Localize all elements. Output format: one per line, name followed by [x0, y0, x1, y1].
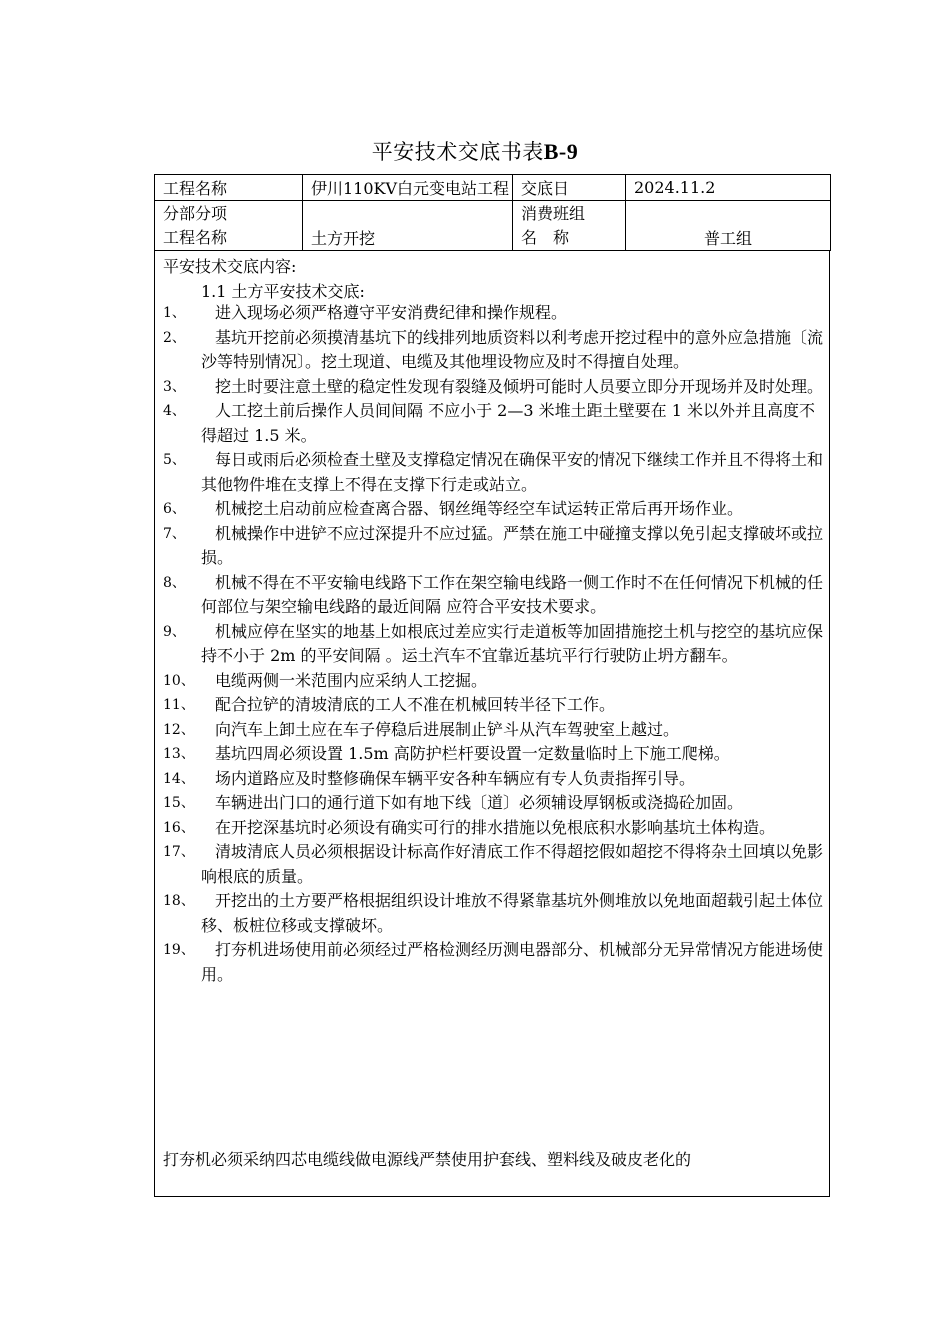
item-text: 人工挖土前后操作人员间间隔 不应小于 2—3 米堆土距土壁要在 1 米以外并且高度不得超过 1.5 米。	[201, 401, 815, 445]
item-list	[163, 301, 825, 987]
sub-project-label-line2: 工程名称	[163, 227, 228, 247]
item-text: 向汽车上卸土应在车子停稳后进展制止铲斗从汽车驾驶室上越过。	[215, 719, 680, 739]
team-label-line1: 消费班组	[521, 203, 586, 223]
item-text: 挖土时要注意土壁的稳定性发现有裂缝及倾坍可能时人员要立即分开现场并及时处理。	[215, 376, 824, 396]
list-item	[163, 791, 825, 816]
item-text: 在开挖深基坑时必须设有确实可行的排水措施以免根底积水影响基坑土体构造。	[215, 817, 776, 837]
item-number: 16、	[163, 819, 195, 836]
item-number: 7、	[163, 525, 186, 542]
list-item	[163, 840, 825, 889]
item-text: 进入现场必须严格遵守平安消费纪律和操作规程。	[215, 303, 568, 322]
item-number: 14、	[163, 770, 195, 787]
sub-project-label-line1: 分部分项	[163, 203, 228, 223]
date-value: 2024.11.2	[626, 175, 831, 201]
item-number: 10、	[163, 672, 195, 689]
header-table	[154, 174, 831, 251]
list-item	[163, 620, 825, 669]
list-item	[163, 497, 825, 522]
list-item	[163, 522, 825, 571]
item-text: 打夯机进场使用前必须经过严格检测经历测电器部分、机械部分无异常情况方能进场使用。	[201, 940, 824, 984]
team-label	[513, 201, 626, 251]
item-text: 配合拉铲的清坡清底的工人不准在机械回转半径下工作。	[215, 695, 616, 714]
trailing-text: 打夯机必须采纳四芯电缆线做电源线严禁使用护套线、塑料线及破皮老化的	[163, 1150, 692, 1169]
item-text: 基坑开挖前必须摸清基坑下的线排列地质资料以利考虑开挖过程中的意外应急措施〔流沙等特别情况〕。挖土现道、电缆及其他埋设物应及时不得擅自处理。	[201, 327, 824, 371]
item-number: 19、	[163, 942, 195, 958]
list-item	[163, 816, 825, 841]
item-number: 15、	[163, 795, 195, 811]
item-text: 机械操作中进铲不应过深提升不应过猛。严禁在施工中碰撞支撑以免引起支撑破坏或拉损。	[201, 523, 824, 567]
content-label: 平安技术交底内容:	[163, 257, 297, 276]
item-text: 机械不得在不平安输电线路下工作在架空输电线路一侧工作时不在任何情况下机械的任何部位与架空输电线路的最近间隔 应符合平安技术要求。	[201, 572, 824, 616]
item-number: 13、	[163, 746, 195, 762]
item-number: 12、	[163, 721, 195, 738]
content-box	[154, 250, 830, 1197]
date-label: 交底日	[513, 175, 626, 201]
list-item	[163, 718, 825, 743]
item-number: 11、	[163, 697, 195, 713]
sub-project-label	[155, 201, 303, 251]
list-item	[163, 889, 825, 938]
item-text: 清坡清底人员必须根据设计标高作好清底工作不得超挖假如超挖不得将杂土回填以免影响根底的质量。	[201, 842, 824, 886]
item-text: 车辆进出门口的通行道下如有地下线〔道〕必须辅设厚钢板或浇捣砼加固。	[215, 793, 744, 812]
content-subtitle: 1.1 土方平安技术交底:	[201, 282, 365, 301]
item-number: 1、	[163, 305, 186, 321]
project-name-value: 伊川110KV白元变电站工程	[303, 175, 513, 201]
item-text: 开挖出的土方要严格根据组织设计堆放不得紧靠基坑外侧堆放以免地面超载引起土体位移、板桩位移或支撑破坏。	[201, 891, 824, 935]
item-number: 3、	[163, 378, 186, 395]
form-code: B-9	[543, 139, 579, 164]
item-text: 每日或雨后必须检查土壁及支撑稳定情况在确保平安的情况下继续工作并且不得将土和其他物件堆在支撑上不得在支撑下行走或站立。	[201, 450, 824, 494]
list-item	[163, 301, 825, 326]
item-text: 基坑四周必须设置 1.5m 高防护栏杆要设置一定数量临时上下施工爬梯。	[215, 744, 730, 763]
item-text: 机械应停在坚实的地基上如根底过差应实行走道板等加固措施挖土机与挖空的基坑应保持不小于 2m 的平安间隔 。运土汽车不宜靠近基坑平行行驶防止坍方翻车。	[201, 621, 824, 665]
item-number: 9、	[163, 623, 186, 640]
sub-project-value: 土方开挖	[303, 201, 513, 251]
title-text: 平安技术交底书表	[371, 140, 544, 164]
list-item	[163, 375, 825, 400]
list-item	[163, 571, 825, 620]
list-item	[163, 326, 825, 375]
list-item	[163, 767, 825, 792]
list-item	[163, 693, 825, 718]
item-number: 4、	[163, 403, 186, 419]
item-text: 电缆两侧一米范围内应采纳人工挖掘。	[215, 670, 488, 690]
item-number: 8、	[163, 574, 186, 591]
list-item	[163, 938, 825, 987]
item-number: 2、	[163, 329, 186, 346]
item-text: 机械挖土启动前应检查离合器、钢丝绳等经空车试运转正常后再开场作业。	[215, 499, 744, 518]
team-label-line2: 名 称	[521, 227, 570, 247]
item-number: 18、	[163, 893, 195, 909]
list-item	[163, 742, 825, 767]
team-value: 普工组	[626, 201, 831, 251]
item-number: 17、	[163, 844, 195, 860]
list-item	[163, 399, 825, 448]
item-text: 场内道路应及时整修确保车辆平安各种车辆应有专人负责指挥引导。	[215, 768, 696, 788]
item-number: 5、	[163, 452, 186, 468]
list-item	[163, 448, 825, 497]
project-name-label: 工程名称	[155, 175, 303, 201]
document-title	[0, 136, 950, 166]
list-item	[163, 669, 825, 694]
item-number: 6、	[163, 501, 186, 517]
